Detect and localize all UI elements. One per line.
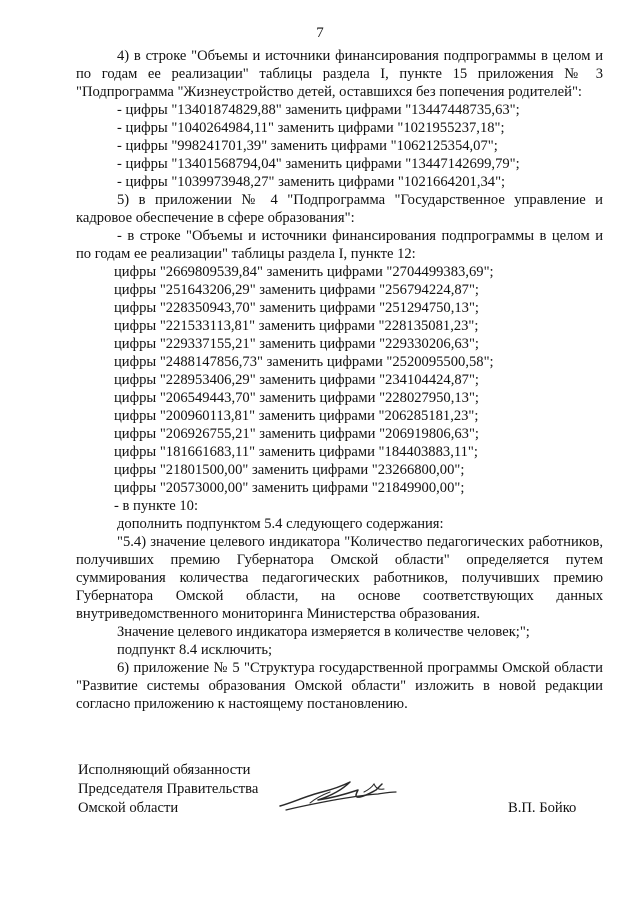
replacement-line: цифры "228953406,29" заменить цифрами "234104424,87"; [114, 372, 479, 388]
item5-quote-end: Значение целевого индикатора измеряется в количестве человек;"; [117, 624, 530, 640]
replacement-line: цифры "229337155,21" заменить цифрами "229330206,63"; [114, 336, 479, 352]
signatory-name: В.П. Бойко [508, 800, 577, 816]
document-body [76, 47, 603, 713]
item5-intro: 5) в приложении № 4 "Подпрограмма "Государственное управление и кадровое обеспечение в сфере образования": [76, 192, 603, 226]
replacement-line: цифры "21801500,00" заменить цифрами "23266800,00"; [114, 462, 465, 478]
replacement-line: цифры "200960113,81" заменить цифрами "206285181,23"; [114, 408, 479, 424]
item5-exclude: подпункт 8.4 исключить; [117, 642, 273, 658]
handwritten-signature [272, 770, 402, 820]
replacement-line: - цифры "13401568794,04" заменить цифрами "13447142699,79"; [117, 156, 520, 172]
item5-add-line: дополнить подпунктом 5.4 следующего содержания: [117, 516, 444, 532]
item6-text: 6) приложение № 5 "Структура государственной программы Омской области "Развитие системы образования Омской области" изложить в новой редакции согласно приложению к настоящему постановлению. [76, 660, 603, 712]
replacement-line: - цифры "998241701,39" заменить цифрами "1062125354,07"; [117, 138, 498, 154]
replacement-line: цифры "206926755,21" заменить цифрами "206919806,63"; [114, 426, 479, 442]
replacement-line: - цифры "1040264984,11" заменить цифрами "1021955237,18"; [117, 120, 505, 136]
replacement-line: цифры "206549443,70" заменить цифрами "228027950,13"; [114, 390, 479, 406]
replacement-line: цифры "228350943,70" заменить цифрами "251294750,13"; [114, 300, 479, 316]
replacement-line: цифры "181661683,11" заменить цифрами "184403883,11"; [114, 444, 478, 460]
item5-quote: "5.4) значение целевого индикатора "Количество педагогических работников, получивших премию Губернатора Омской области" определяется путем суммирования количества педагогических работников, получивших премию Губернатора Омской области, на основе соответствующих данных внутриведомственного мониторинга Министерства образования. [76, 534, 603, 622]
item5-sub2: - в пункте 10: [114, 498, 199, 514]
signature-title-line1: Исполняющий обязанности [78, 762, 251, 778]
replacement-line: - цифры "13401874829,88" заменить цифрами "13447448735,63"; [117, 102, 520, 118]
replacement-line: цифры "20573000,00" заменить цифрами "21849900,00"; [114, 480, 465, 496]
page-number: 7 [316, 25, 324, 41]
replacement-line: цифры "251643206,29" заменить цифрами "256794224,87"; [114, 282, 479, 298]
signature-title-line2: Председателя Правительства [78, 781, 259, 797]
item4-intro: 4) в строке "Объемы и источники финансирования подпрограммы в целом и по годам ее реализации" таблицы раздела I, пункте 15 приложения № 3 "Подпрограмма "Жизнеустройство детей, оставшихся без попечения родителей": [76, 48, 603, 100]
signature-block [78, 761, 298, 818]
replacement-line: цифры "2488147856,73" заменить цифрами "2520095500,58"; [114, 354, 494, 370]
replacement-line: - цифры "1039973948,27" заменить цифрами "1021664201,34"; [117, 174, 506, 190]
replacement-line: цифры "2669809539,84" заменить цифрами "2704499383,69"; [114, 264, 494, 280]
item5-replacement-list [76, 263, 603, 497]
item5-sub1: - в строке "Объемы и источники финансирования подпрограммы в целом и по годам ее реализации" таблицы раздела I, пункте 12: [76, 228, 603, 262]
replacement-line: цифры "221533113,81" заменить цифрами "228135081,23"; [114, 318, 479, 334]
signature-title-line3: Омской области [78, 800, 179, 816]
item4-replacement-list [76, 101, 603, 191]
